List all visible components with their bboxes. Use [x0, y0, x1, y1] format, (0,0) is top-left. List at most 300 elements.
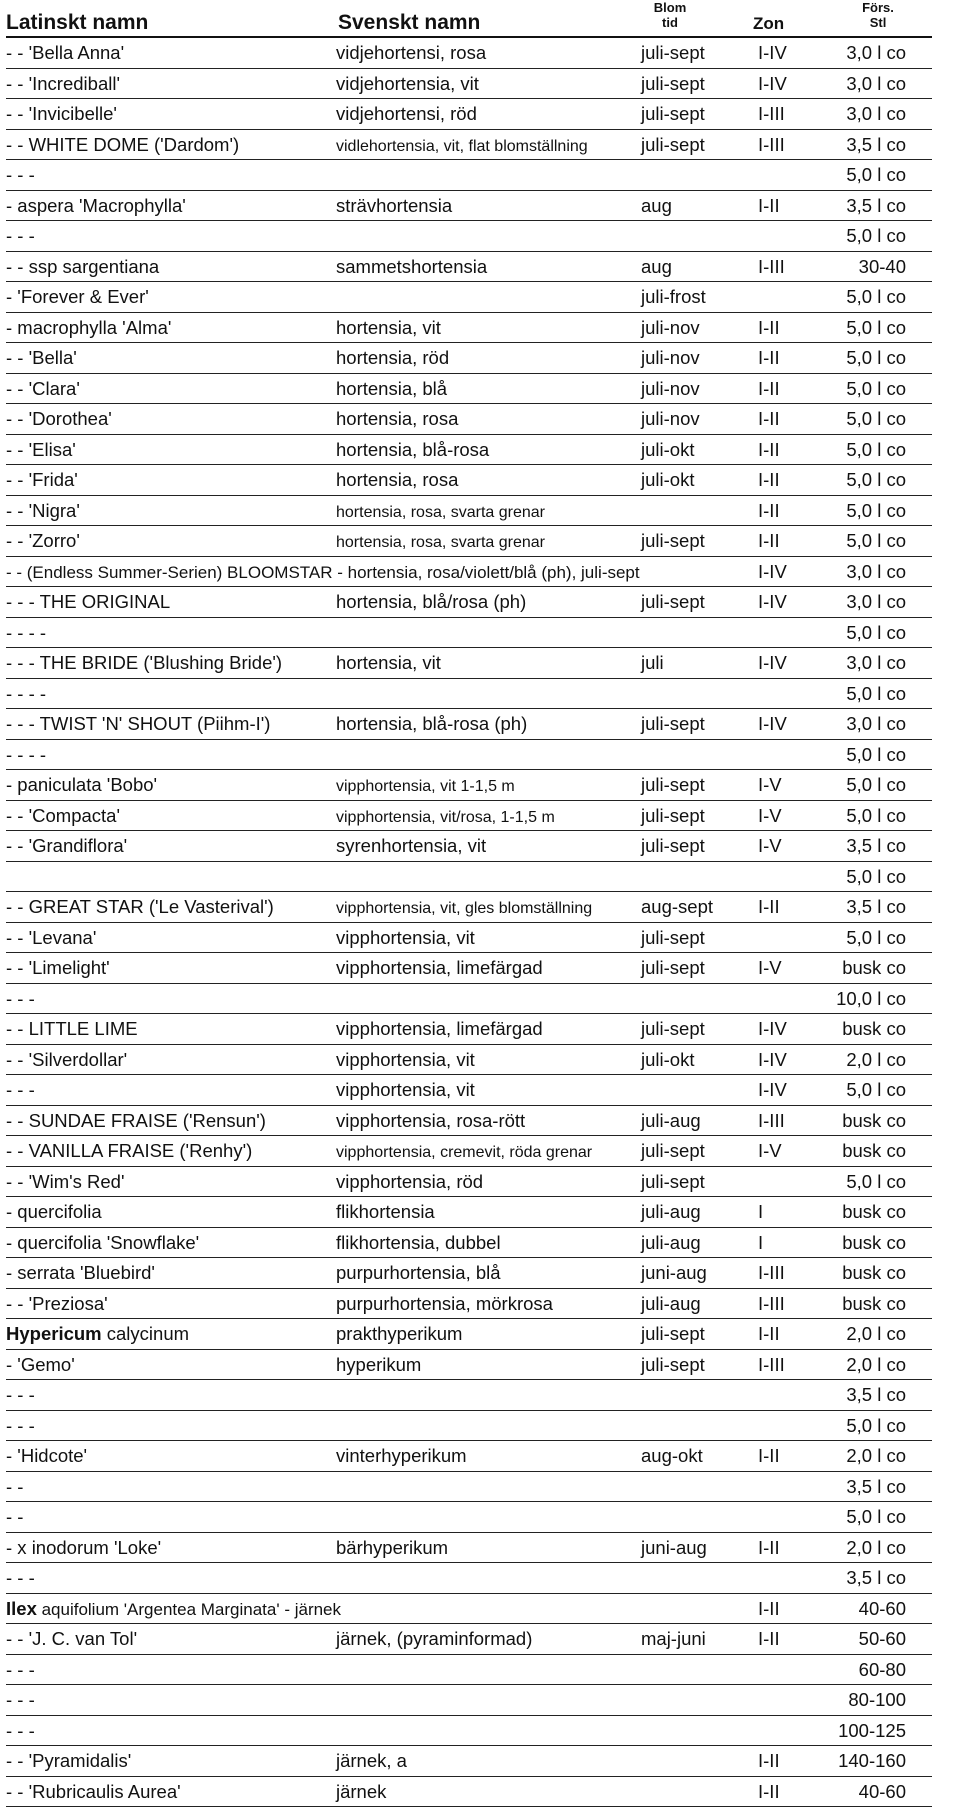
latin-name-text: - aspera 'Macrophylla' — [6, 194, 186, 216]
swedish-name-cell: vipphortensia, cremevit, röda grenar — [336, 1144, 593, 1161]
latin-name-cell — [6, 226, 35, 246]
bloom-time-cell: juli-okt — [641, 438, 695, 460]
latin-name-cell — [6, 592, 170, 612]
table-row — [6, 648, 932, 679]
zone-cell: I-IV — [758, 72, 787, 94]
swedish-name-cell: hortensia, vit — [336, 652, 441, 673]
latin-name-text: - - — [6, 1506, 24, 1527]
latin-name-text: calycinum — [101, 1323, 190, 1344]
sale-size-cell: busk co — [842, 1018, 906, 1039]
zone-cell: I-II — [758, 1750, 780, 1771]
latin-name-cell — [6, 1660, 35, 1680]
bloom-time-cell: juli-okt — [641, 1048, 695, 1070]
sale-size-cell: busk co — [842, 1140, 906, 1161]
latin-name-cell — [6, 43, 124, 63]
latin-name-cell — [6, 1019, 138, 1039]
sale-size-cell: busk co — [842, 1292, 906, 1314]
bloom-time-cell: juli-sept — [641, 926, 705, 948]
zone-cell: I-II — [758, 1323, 780, 1344]
sale-size-cell: 60-80 — [858, 1658, 906, 1680]
bloom-time-cell: maj-juni — [641, 1628, 706, 1649]
swedish-name-cell: vipphortensia, röd — [336, 1170, 484, 1192]
sale-size-cell: 3,5 l co — [846, 896, 906, 917]
sale-size-cell: 5,0 l co — [846, 469, 906, 490]
latin-name-text: - - — [6, 1475, 24, 1497]
latin-name-text: - - - — [6, 1689, 35, 1710]
zone-cell: I-II — [758, 1597, 780, 1619]
latin-name-text: - - - THE BRIDE ('Blushing Bride') — [6, 652, 283, 673]
latin-name-text: - - 'Frida' — [6, 469, 78, 490]
latin-name-text: - - 'Rubricaulis Aurea' — [6, 1780, 181, 1802]
table-row — [6, 496, 932, 527]
table-row — [6, 1655, 932, 1686]
swedish-name-cell: vipphortensia, vit, gles blomställning — [336, 900, 593, 917]
table-row — [6, 801, 932, 832]
latin-name-text: - - 'Bella Anna' — [6, 42, 125, 63]
zone-cell: I-II — [758, 1628, 780, 1649]
table-row — [6, 862, 932, 893]
swedish-name-cell: hyperikum — [336, 1353, 422, 1375]
zone-cell: I-II — [758, 194, 780, 216]
sale-size-cell: 3,0 l co — [846, 591, 906, 612]
bloom-time-cell: juli-frost — [641, 286, 706, 307]
latin-name-text: - - 'Zorro' — [6, 530, 80, 551]
latin-name-cell — [6, 1050, 127, 1070]
table-row — [6, 1533, 932, 1564]
latin-name-cell — [6, 135, 239, 155]
swedish-name-cell: purpurhortensia, mörkrosa — [336, 1292, 553, 1314]
latin-name-cell — [6, 684, 46, 704]
latin-name-text: - - - — [6, 225, 35, 246]
zone-cell: I-V — [758, 957, 782, 978]
zone-cell: I-III — [758, 133, 785, 155]
table-row — [6, 1746, 932, 1777]
header-sale-size — [854, 0, 902, 30]
bloom-time-cell: juli-sept — [641, 530, 705, 551]
table-row — [6, 252, 932, 283]
sale-size-cell: 3,5 l co — [846, 133, 906, 155]
sale-size-cell: 80-100 — [848, 1689, 906, 1710]
sale-size-cell: busk co — [842, 1109, 906, 1131]
table-row — [6, 709, 932, 740]
sale-size-cell: 3,5 l co — [846, 194, 906, 216]
swedish-name-cell: strävhortensia — [336, 194, 453, 216]
sale-size-cell: 140-160 — [838, 1750, 906, 1771]
swedish-name-cell: hortensia, röd — [336, 347, 450, 368]
bloom-time-cell: juli-okt — [641, 469, 695, 490]
latin-name-cell — [6, 1355, 75, 1375]
latin-name-text: - - 'Wim's Red' — [6, 1170, 125, 1192]
latin-name-text: - - 'Dorothea' — [6, 408, 112, 429]
table-row — [6, 130, 932, 161]
zone-cell: I-IV — [758, 42, 787, 63]
table-row — [6, 1167, 932, 1198]
latin-name-cell — [6, 531, 80, 551]
table-row — [6, 435, 932, 466]
zone-cell: I-IV — [758, 1048, 787, 1070]
latin-name-cell — [6, 1324, 189, 1344]
swedish-name-cell: hortensia, rosa — [336, 408, 459, 429]
table-row — [6, 313, 932, 344]
header-latin-name: Latinskt namn — [6, 11, 149, 34]
header-size-line1: Förs. — [862, 0, 894, 15]
latin-name-cell — [6, 1202, 102, 1222]
swedish-name-cell: hortensia, rosa — [336, 469, 459, 490]
sale-size-cell: 5,0 l co — [846, 804, 906, 826]
swedish-name-cell: vipphortensia, vit — [336, 1079, 475, 1100]
swedish-name-cell: flikhortensia, dubbel — [336, 1231, 501, 1253]
swedish-name-cell: bärhyperikum — [336, 1536, 449, 1558]
latin-name-text: - - (Endless Summer-Serien) BLOOMSTAR - hortensia, rosa/violett/blå (ph), juli-sept — [6, 562, 640, 582]
sale-size-cell: busk co — [842, 1262, 906, 1283]
latin-name-text: - - - - — [6, 621, 47, 643]
zone-cell: I-V — [758, 835, 782, 856]
bloom-time-cell: aug-sept — [641, 896, 713, 917]
bloom-time-cell: juni-aug — [641, 1262, 707, 1283]
bloom-time-cell: juli-sept — [641, 774, 705, 795]
latin-name-text: - - - — [6, 1384, 35, 1405]
zone-cell: I-II — [758, 377, 780, 399]
latin-name-cell — [6, 958, 110, 978]
latin-name-text: - x inodorum 'Loke' — [6, 1536, 162, 1558]
swedish-name-cell: sammetshortensia — [336, 255, 488, 277]
table-row — [6, 1594, 932, 1625]
table-row — [6, 557, 932, 588]
latin-name-cell — [6, 348, 77, 368]
latin-name-text: - - - — [6, 1719, 35, 1741]
table-row — [6, 679, 932, 710]
zone-cell: I-II — [758, 499, 780, 521]
latin-name-text: - - - — [6, 164, 35, 185]
sale-size-cell: busk co — [842, 1231, 906, 1253]
latin-name-text: - - 'Levana' — [6, 926, 97, 948]
swedish-name-cell: vidjehortensi, röd — [336, 103, 477, 124]
swedish-name-cell: vipphortensia, limefärgad — [336, 957, 543, 978]
table-row — [6, 1716, 932, 1747]
sale-size-cell: 3,0 l co — [846, 652, 906, 673]
zone-cell: I-IV — [758, 1079, 787, 1100]
zone-cell: I-III — [758, 1292, 785, 1314]
latin-name-cell — [6, 74, 120, 94]
zone-cell: I-V — [758, 774, 782, 795]
latin-name-text: - quercifolia 'Snowflake' — [6, 1231, 200, 1253]
latin-name-cell — [6, 409, 112, 429]
latin-name-cell — [6, 1111, 266, 1131]
header-swedish-name: Svenskt namn — [338, 11, 481, 34]
latin-name-cell — [6, 1751, 131, 1771]
table-row — [6, 1197, 932, 1228]
latin-name-cell — [6, 897, 274, 917]
latin-name-cell — [6, 775, 157, 795]
bloom-time-cell: juli-sept — [641, 1323, 705, 1344]
latin-name-text: - - 'Bella' — [6, 347, 77, 368]
latin-name-text: - - 'Pyramidalis' — [6, 1750, 132, 1771]
latin-name-cell — [6, 562, 640, 583]
bloom-time-cell: juli-nov — [641, 408, 700, 429]
sale-size-cell: 40-60 — [858, 1780, 906, 1802]
latin-name-text: - - 'Clara' — [6, 377, 80, 399]
latin-name-text: - - 'Preziosa' — [6, 1292, 108, 1314]
swedish-name-cell: järnek, (pyraminformad) — [336, 1628, 533, 1649]
sale-size-cell: 3,5 l co — [846, 1567, 906, 1588]
sale-size-cell: 5,0 l co — [846, 164, 906, 185]
table-row — [6, 374, 932, 405]
sale-size-cell: 5,0 l co — [846, 1414, 906, 1436]
latin-name-text: - 'Gemo' — [6, 1353, 75, 1375]
zone-cell: I — [758, 1231, 764, 1253]
bloom-time-cell: juli-sept — [641, 835, 705, 856]
table-row — [6, 1075, 932, 1106]
table-row — [6, 892, 932, 923]
latin-name-text: - paniculata 'Bobo' — [6, 774, 158, 795]
latin-name-text: - - 'J. C. van Tol' — [6, 1628, 138, 1649]
latin-name-cell — [6, 196, 186, 216]
latin-name-text: - - LITTLE LIME — [6, 1018, 138, 1039]
genus-name: Hypericum — [6, 1323, 102, 1344]
bloom-time-cell: aug-okt — [641, 1445, 703, 1466]
latin-name-text: - - 'Nigra' — [6, 499, 80, 521]
swedish-name-cell: hortensia, blå-rosa (ph) — [336, 713, 528, 734]
bloom-time-cell: juli-sept — [641, 42, 705, 63]
latin-name-cell — [6, 318, 171, 338]
latin-name-text: - - - — [6, 1567, 35, 1588]
table-row — [6, 1380, 932, 1411]
table-row — [6, 404, 932, 435]
zone-cell: I-II — [758, 469, 780, 490]
sale-size-cell: 5,0 l co — [846, 621, 906, 643]
latin-name-cell — [6, 836, 127, 856]
table-row — [6, 1319, 932, 1350]
table-row — [6, 1136, 932, 1167]
latin-name-cell — [6, 1294, 108, 1314]
zone-cell: I-II — [758, 530, 780, 551]
swedish-name-cell: vinterhyperikum — [336, 1445, 467, 1466]
table-row — [6, 465, 932, 496]
sale-size-cell: 10,0 l co — [836, 987, 906, 1009]
swedish-name-cell: syrenhortensia, vit — [336, 835, 487, 856]
latin-name-text: - - - THE ORIGINAL — [6, 591, 171, 612]
sale-size-cell: 3,5 l co — [846, 1384, 906, 1405]
latin-name-text: - - - — [6, 1079, 35, 1100]
swedish-name-cell: vipphortensia, rosa-rött — [336, 1109, 526, 1131]
latin-name-cell — [6, 287, 149, 307]
latin-name-cell — [6, 1538, 161, 1558]
latin-name-cell — [6, 714, 270, 734]
zone-cell: I-II — [758, 896, 780, 917]
latin-name-text: - - 'Elisa' — [6, 438, 76, 460]
bloom-time-cell: juni-aug — [641, 1536, 707, 1558]
table-row — [6, 953, 932, 984]
latin-name-cell — [6, 470, 78, 490]
latin-name-text: - - 'Silverdollar' — [6, 1048, 128, 1070]
plant-price-list — [6, 0, 932, 1807]
zone-cell: I-II — [758, 1536, 780, 1558]
latin-name-cell — [6, 1629, 137, 1649]
bloom-time-cell: juli-nov — [641, 377, 700, 399]
bloom-time-cell: juli-sept — [641, 103, 705, 124]
latin-name-cell — [6, 806, 120, 826]
sale-size-cell: 5,0 l co — [846, 499, 906, 521]
latin-name-cell — [6, 1385, 35, 1405]
latin-name-cell — [6, 989, 35, 1009]
bloom-time-cell: juli-aug — [641, 1231, 701, 1253]
table-row — [6, 984, 932, 1015]
latin-name-text: - - - — [6, 1414, 35, 1436]
sale-size-cell: busk co — [842, 1201, 906, 1222]
sale-size-cell: 100-125 — [838, 1719, 906, 1741]
latin-name-text: - 'Hidcote' — [6, 1445, 88, 1466]
latin-name-cell — [6, 1599, 341, 1620]
table-row — [6, 191, 932, 222]
table-row — [6, 1045, 932, 1076]
swedish-name-cell: hortensia, vit — [336, 316, 441, 338]
table-row — [6, 221, 932, 252]
latin-name-text: - - 'Limelight' — [6, 957, 110, 978]
latin-name-cell — [6, 1568, 35, 1588]
table-body — [6, 38, 932, 1807]
table-row — [6, 38, 932, 69]
bloom-time-cell: juli-sept — [641, 133, 705, 155]
table-row — [6, 282, 932, 313]
sale-size-cell: 3,0 l co — [846, 103, 906, 124]
sale-size-cell: 50-60 — [858, 1628, 906, 1649]
sale-size-cell: 5,0 l co — [846, 316, 906, 338]
table-row — [6, 1106, 932, 1137]
latin-name-cell — [6, 1690, 35, 1710]
table-row — [6, 1258, 932, 1289]
sale-size-cell: 5,0 l co — [846, 1170, 906, 1192]
table-row — [6, 831, 932, 862]
latin-name-text: aquifolium 'Argentea Marginata' - järnek — [36, 1599, 342, 1619]
sale-size-cell: 5,0 l co — [846, 865, 906, 887]
zone-cell: I-III — [758, 1262, 785, 1283]
zone-cell: I-II — [758, 316, 780, 338]
table-row — [6, 1441, 932, 1472]
zone-cell: I-II — [758, 438, 780, 460]
sale-size-cell: 5,0 l co — [846, 438, 906, 460]
latin-name-cell — [6, 1416, 35, 1436]
sale-size-cell: 5,0 l co — [846, 377, 906, 399]
latin-name-cell — [6, 1233, 199, 1253]
sale-size-cell: 3,0 l co — [846, 713, 906, 734]
zone-cell: I-II — [758, 1445, 780, 1466]
sale-size-cell: 5,0 l co — [846, 347, 906, 368]
sale-size-cell: 5,0 l co — [846, 286, 906, 307]
sale-size-cell: 5,0 l co — [846, 774, 906, 795]
table-row — [6, 343, 932, 374]
latin-name-cell — [6, 440, 76, 460]
latin-name-cell — [6, 1721, 35, 1741]
zone-cell: I-II — [758, 347, 780, 368]
swedish-name-cell: hortensia, blå/rosa (ph) — [336, 591, 527, 612]
swedish-name-cell: purpurhortensia, blå — [336, 1262, 501, 1283]
latin-name-cell — [6, 501, 80, 521]
zone-cell: I-V — [758, 1140, 782, 1161]
swedish-name-cell: vipphortensia, vit — [336, 1048, 475, 1070]
latin-name-cell — [6, 1477, 23, 1497]
sale-size-cell: 3,5 l co — [846, 1475, 906, 1497]
sale-size-cell: 3,0 l co — [846, 72, 906, 94]
bloom-time-cell: juli-aug — [641, 1201, 701, 1222]
latin-name-text: - - - — [6, 987, 35, 1009]
header-zone: Zon — [753, 14, 785, 33]
swedish-name-cell: hortensia, rosa, svarta grenar — [336, 534, 545, 551]
zone-cell: I-II — [758, 1780, 780, 1802]
swedish-name-cell: vipphortensia, vit 1-1,5 m — [336, 778, 515, 795]
table-row — [6, 770, 932, 801]
bloom-time-cell: juli-nov — [641, 347, 700, 368]
sale-size-cell: 5,0 l co — [846, 926, 906, 948]
bloom-time-cell: juli-sept — [641, 591, 705, 612]
sale-size-cell: 3,0 l co — [846, 560, 906, 582]
latin-name-text: - - ssp sargentiana — [6, 255, 160, 277]
zone-cell: I-III — [758, 1353, 785, 1375]
zone-cell: I-IV — [758, 713, 787, 734]
header-bloom-time — [646, 0, 694, 30]
latin-name-text: - - WHITE DOME ('Dardom') — [6, 133, 240, 155]
zone-cell: I-IV — [758, 591, 787, 612]
zone-cell: I — [758, 1201, 764, 1222]
latin-name-cell — [6, 623, 46, 643]
table-row — [6, 99, 932, 130]
table-row — [6, 740, 932, 771]
latin-name-text: - serrata 'Bluebird' — [6, 1262, 155, 1283]
bloom-time-cell: juli-sept — [641, 72, 705, 94]
bloom-time-cell: juli — [641, 652, 664, 673]
sale-size-cell: 40-60 — [858, 1597, 906, 1619]
swedish-name-cell: vidlehortensia, vit, flat blomställning — [336, 137, 588, 155]
latin-name-text: - macrophylla 'Alma' — [6, 316, 172, 338]
latin-name-cell — [6, 379, 80, 399]
table-row — [6, 1411, 932, 1442]
table-row — [6, 923, 932, 954]
zone-cell: I-III — [758, 255, 785, 277]
swedish-name-cell: vidjehortensia, vit — [336, 72, 479, 94]
latin-name-text: - - SUNDAE FRAISE ('Rensun') — [6, 1109, 266, 1131]
sale-size-cell: 30-40 — [858, 255, 906, 277]
latin-name-cell — [6, 1446, 87, 1466]
latin-name-text: - - VANILLA FRAISE ('Renhy') — [6, 1140, 253, 1161]
swedish-name-cell: flikhortensia — [336, 1201, 435, 1222]
latin-name-cell — [6, 653, 282, 673]
sale-size-cell: 2,0 l co — [846, 1353, 906, 1375]
sale-size-cell: 5,0 l co — [846, 225, 906, 246]
zone-cell: I-IV — [758, 652, 787, 673]
latin-name-text: - - - - — [6, 682, 47, 704]
table-row — [6, 526, 932, 557]
table-row — [6, 69, 932, 100]
bloom-time-cell: juli-sept — [641, 804, 705, 826]
zone-cell: I-III — [758, 103, 785, 124]
sale-size-cell: 5,0 l co — [846, 743, 906, 765]
table-row — [6, 1014, 932, 1045]
table-row — [6, 1563, 932, 1594]
table-row — [6, 160, 932, 191]
sale-size-cell: 5,0 l co — [846, 408, 906, 429]
latin-name-cell — [6, 745, 46, 765]
sale-size-cell: 5,0 l co — [846, 1506, 906, 1527]
swedish-name-cell: hortensia, blå-rosa — [336, 438, 490, 460]
bloom-time-cell: juli-sept — [641, 1140, 705, 1161]
swedish-name-cell: vipphortensia, vit/rosa, 1-1,5 m — [336, 808, 555, 826]
sale-size-cell: 3,5 l co — [846, 835, 906, 856]
swedish-name-cell: järnek, a — [336, 1750, 407, 1771]
table-row — [6, 1502, 932, 1533]
zone-cell: I-II — [758, 408, 780, 429]
latin-name-text: - - 'Grandiflora' — [6, 835, 128, 856]
sale-size-cell: 3,0 l co — [846, 42, 906, 63]
bloom-time-cell: juli-sept — [641, 957, 705, 978]
